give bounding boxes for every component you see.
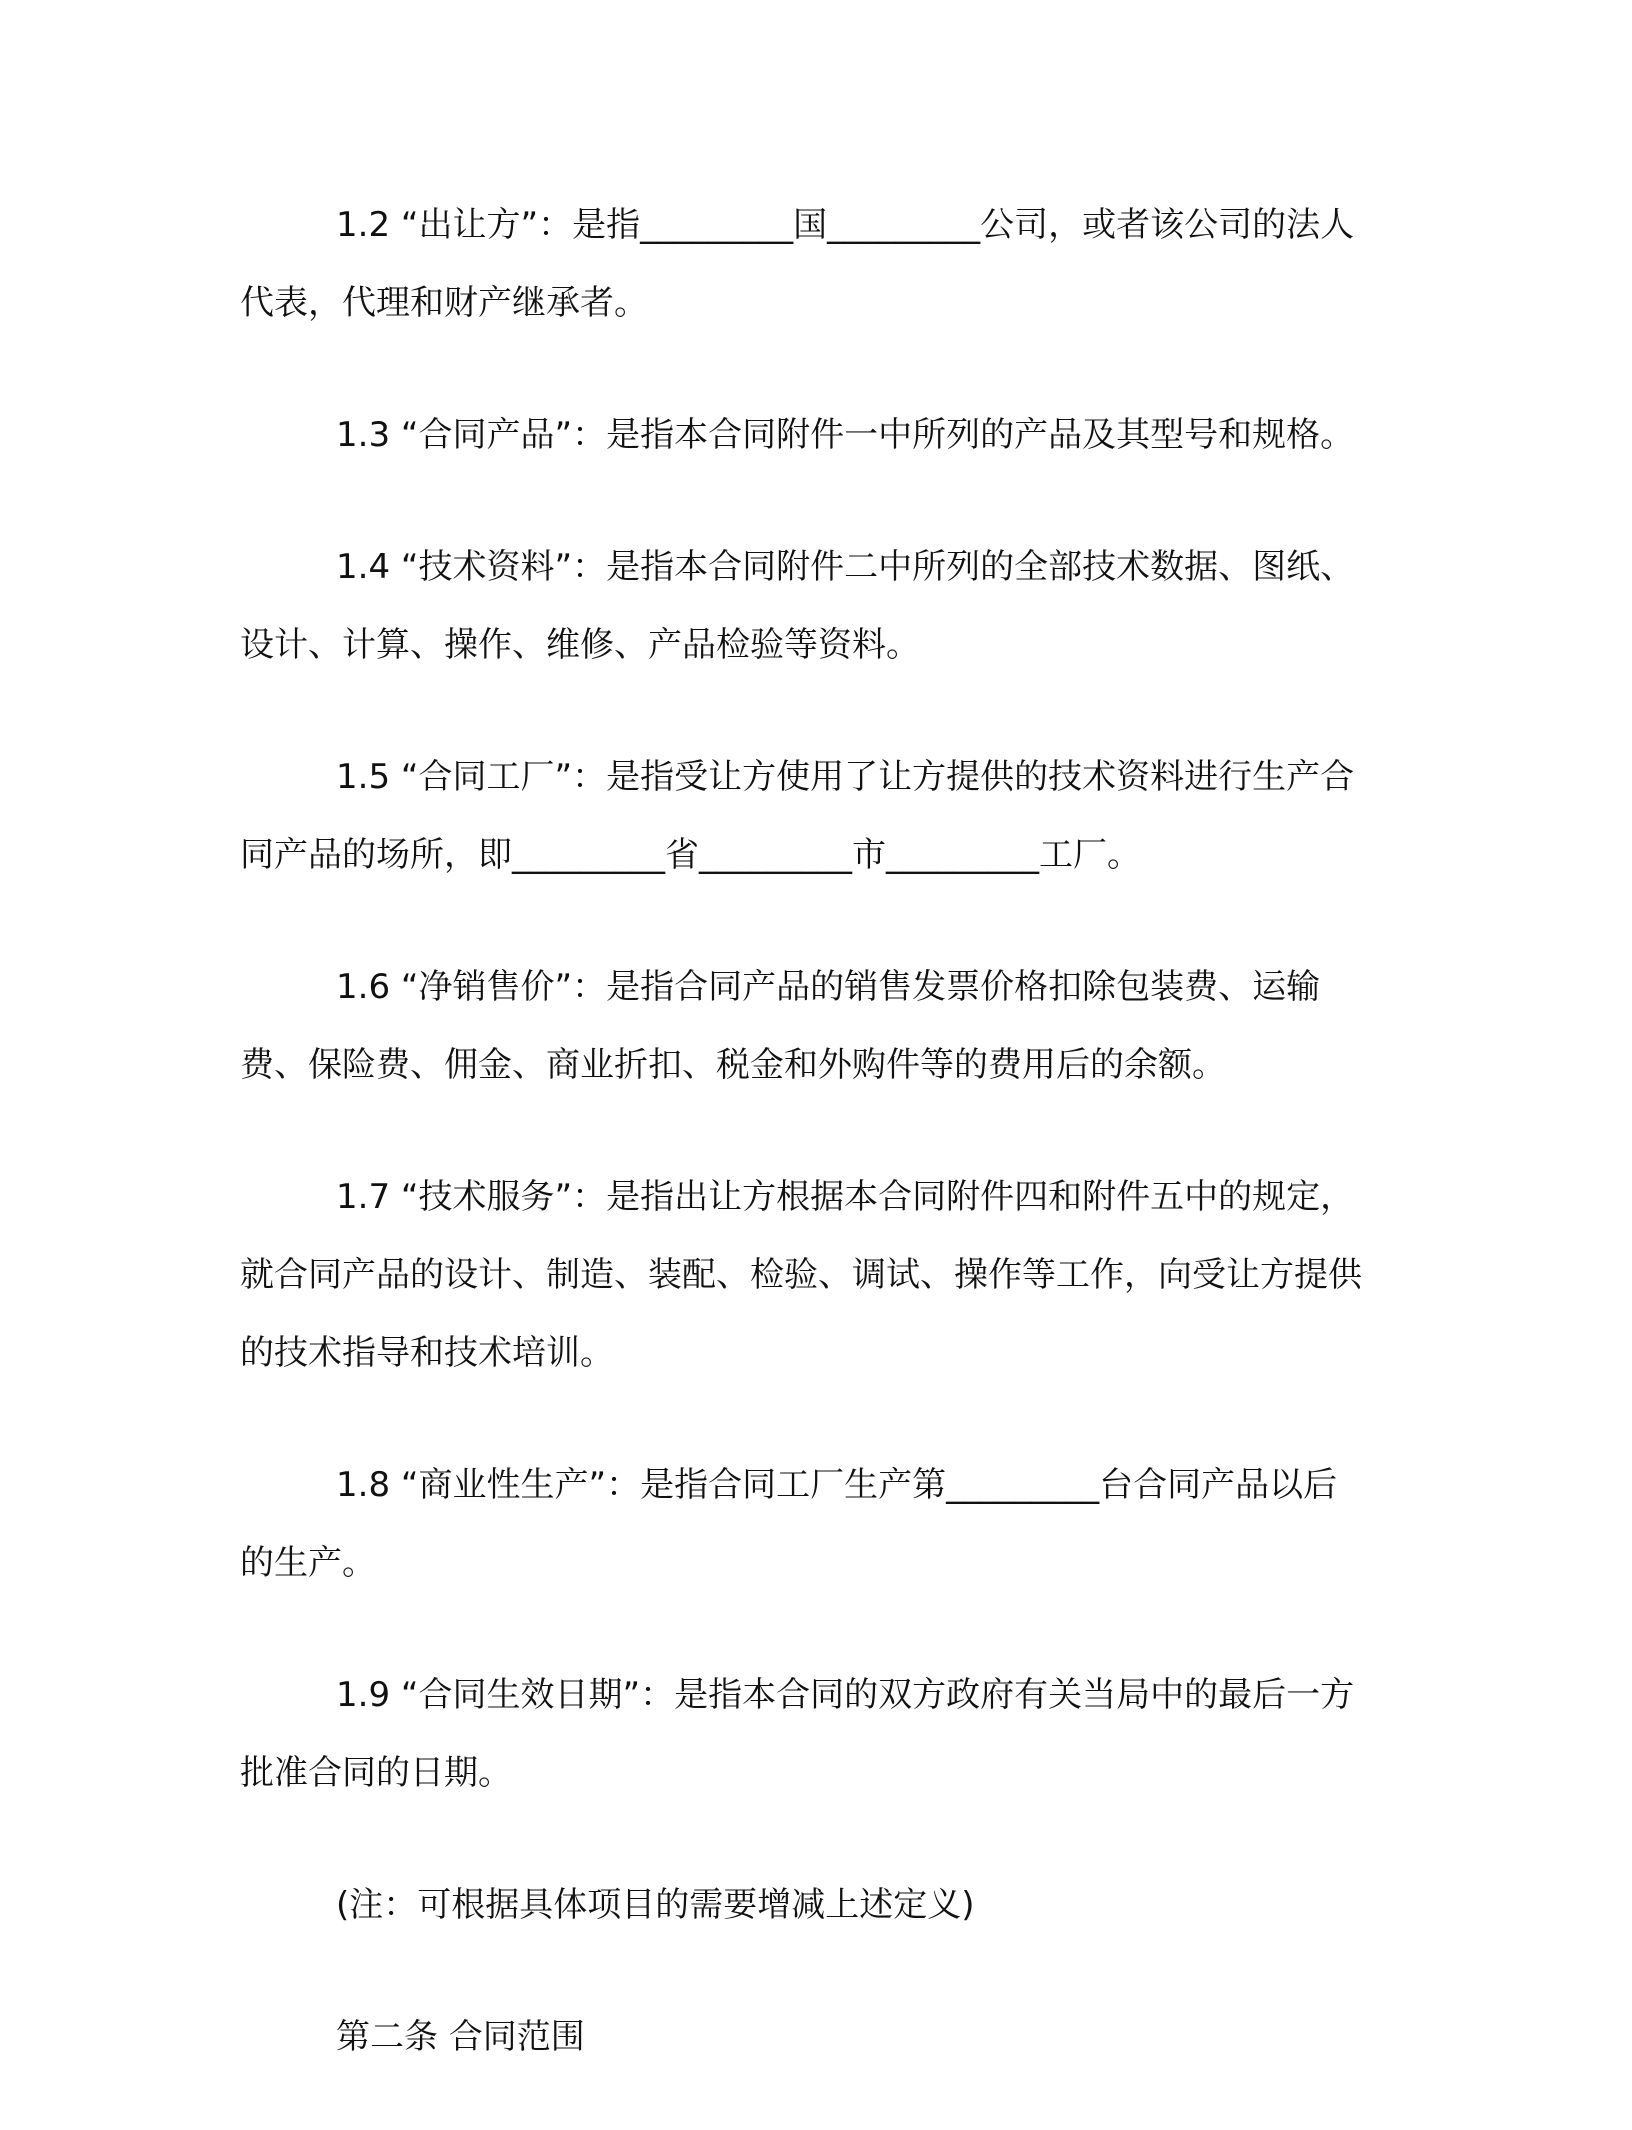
definition-1-3: 1.3 “合同产品”：是指本合同附件一中所列的产品及其型号和规格。: [336, 415, 1355, 455]
section-heading-article-2: 第二条 合同范围: [336, 2017, 585, 2057]
definition-1-6: 1.6 “净销售价”：是指合同产品的销售发票价格扣除包装费、运输费、保险费、佣金、商业折扣、税金和外购件等的费用后的余额。: [240, 967, 1321, 1085]
definition-note: (注：可根据具体项目的需要增减上述定义): [336, 1885, 975, 1925]
definition-1-2: 1.2 “出让方”：是指_________国_________公司，或者该公司的法人代表，代理和财产继承者。: [240, 205, 1355, 323]
definition-1-7: 1.7 “技术服务”：是指出让方根据本合同附件四和附件五中的规定，就合同产品的设计、制造、装配、检验、调试、操作等工作，向受让方提供的技术指导和技术培训。: [240, 1177, 1362, 1373]
definition-1-8: 1.8 “商业性生产”：是指合同工厂生产第_________台合同产品以后的生产。: [240, 1465, 1338, 1583]
definition-1-5: 1.5 “合同工厂”：是指受让方使用了让方提供的技术资料进行生产合同产品的场所，即_________省_________市_________工厂。: [240, 757, 1355, 875]
definition-1-9: 1.9 “合同生效日期”：是指本合同的双方政府有关当局中的最后一方批准合同的日期。: [240, 1675, 1355, 1793]
document-content: [240, 186, 1370, 2130]
definition-1-4: 1.4 “技术资料”：是指本合同附件二中所列的全部技术数据、图纸、设计、计算、操作、维修、产品检验等资料。: [240, 547, 1355, 665]
